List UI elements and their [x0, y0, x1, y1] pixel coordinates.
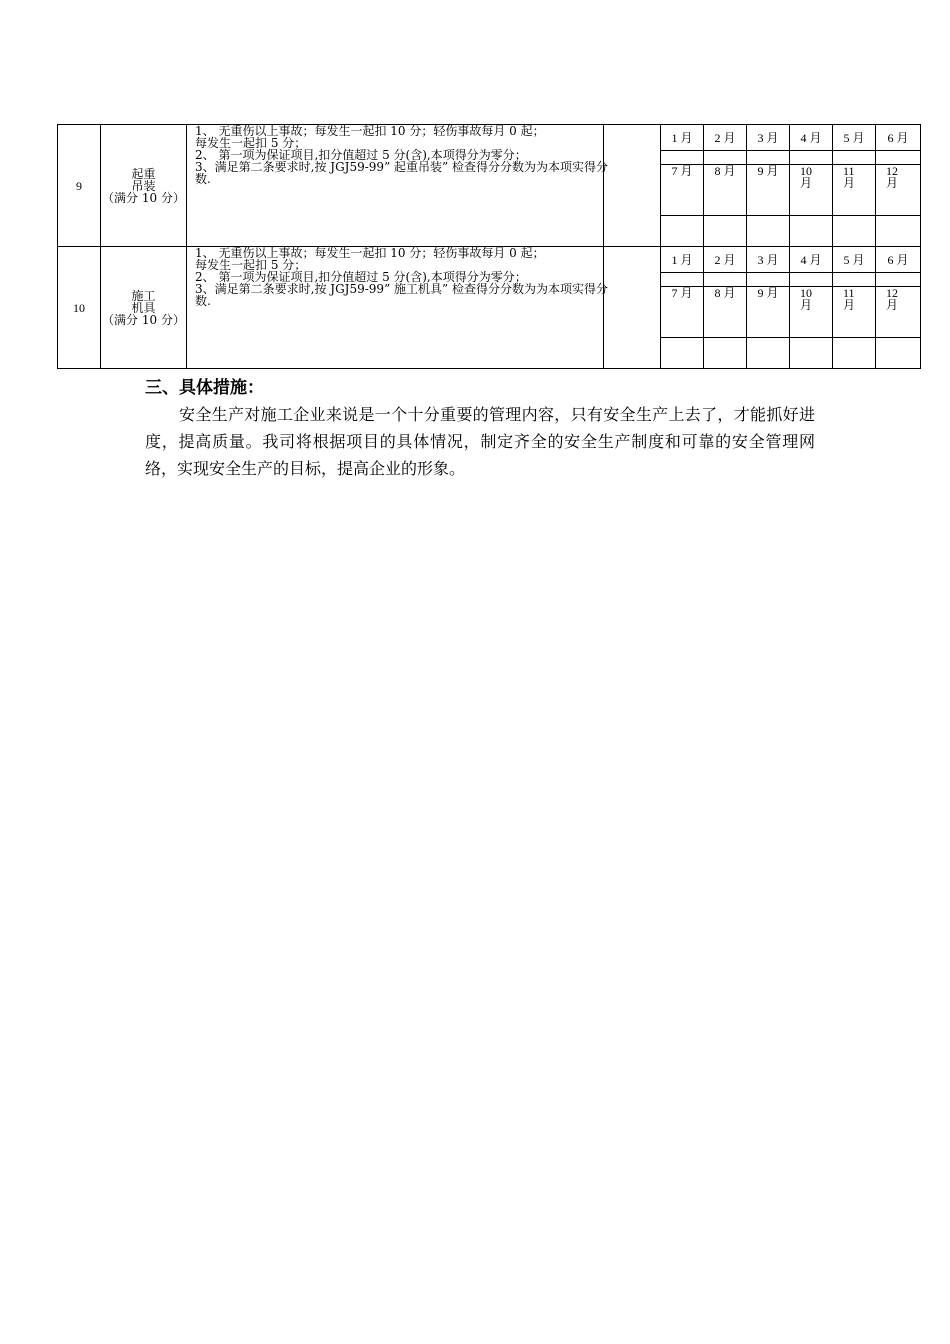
item-name-line: 起重 [131, 166, 156, 181]
scoring-rules [187, 246, 608, 369]
month-header: 3 月 [747, 247, 790, 273]
month-number: 10 [800, 164, 812, 178]
month-number: 12 [886, 164, 898, 178]
month-value-cell [790, 338, 833, 369]
item-name-line: 机具 [131, 300, 156, 315]
month-value-cell [704, 273, 747, 287]
month-header: 2 月 [704, 247, 747, 273]
month-header: 9 月 [747, 287, 790, 338]
month-number: 12 [886, 286, 898, 300]
scoring-rules [187, 124, 608, 247]
month-unit: 月 [886, 298, 899, 312]
section-paragraph: 安全生产对施工企业来说是一个十分重要的管理内容，只有安全生产上去了，才能抓好进度，提高质量。我司将根据项目的具体情况，制定齐全的安全生产制度和可靠的安全管理网络，实现安全生产的目标，提高企业的形象。 [145, 405, 815, 478]
month-header: 9 月 [747, 165, 790, 216]
month-value-cell [661, 273, 704, 287]
month-header [876, 165, 921, 216]
month-value-cell [747, 216, 790, 247]
table-row [58, 247, 921, 273]
month-header: 6 月 [876, 125, 921, 151]
item-name [101, 247, 187, 369]
month-value-cell [833, 338, 876, 369]
month-header: 7 月 [661, 287, 704, 338]
month-header: 5 月 [833, 125, 876, 151]
month-header [790, 165, 833, 216]
item-name-line: （满分 10 分） [102, 312, 185, 327]
month-header: 1 月 [661, 125, 704, 151]
rule-line: 数. [195, 172, 211, 186]
month-header [833, 165, 876, 216]
month-value-cell [704, 151, 747, 165]
item-name-line: 吊装 [131, 178, 156, 193]
safety-score-table [57, 124, 921, 369]
table-row [58, 125, 921, 151]
month-value-cell [661, 216, 704, 247]
month-header: 4 月 [790, 247, 833, 273]
month-value-cell [833, 216, 876, 247]
month-number: 11 [843, 286, 855, 300]
month-unit: 月 [800, 176, 813, 190]
month-header: 6 月 [876, 247, 921, 273]
rule-line: 每发生一起扣 5 分； [195, 136, 307, 150]
rule-line: 3、满足第二条要求时,按 JGJ59-99” 起重吊装” 检查得分分数为为本项实得分 [195, 160, 608, 174]
month-value-cell [833, 151, 876, 165]
month-header: 8 月 [704, 287, 747, 338]
month-header: 4 月 [790, 125, 833, 151]
item-name [101, 125, 187, 247]
section-heading: 三、具体措施： [145, 378, 264, 398]
rule-line: 2、 第一项为保证项目,扣分值超过 5 分(含),本项得分为零分； [195, 148, 527, 162]
score-cell [604, 125, 661, 247]
month-unit: 月 [843, 298, 856, 312]
month-value-cell [661, 338, 704, 369]
month-value-cell [833, 273, 876, 287]
month-header: 3 月 [747, 125, 790, 151]
item-name-line: 施工 [131, 288, 156, 303]
item-number: 10 [58, 247, 101, 369]
rule-line: 每发生一起扣 5 分； [195, 258, 307, 272]
month-header [790, 287, 833, 338]
item-name-line: （满分 10 分） [102, 190, 185, 205]
rule-line: 3、满足第二条要求时,按 JGJ59-99” 施工机具” 检查得分分数为为本项实得分 [195, 282, 608, 296]
month-value-cell [747, 338, 790, 369]
score-cell [604, 247, 661, 369]
month-value-cell [790, 151, 833, 165]
rule-line: 2、 第一项为保证项目,扣分值超过 5 分(含),本项得分为零分； [195, 270, 527, 284]
month-header: 2 月 [704, 125, 747, 151]
month-number: 11 [843, 164, 855, 178]
month-value-cell [876, 216, 921, 247]
month-value-cell [747, 151, 790, 165]
month-value-cell [790, 273, 833, 287]
rule-line: 数. [195, 294, 211, 308]
month-header: 7 月 [661, 165, 704, 216]
month-header [833, 287, 876, 338]
month-unit: 月 [886, 176, 899, 190]
item-number: 9 [58, 125, 101, 247]
month-value-cell [876, 273, 921, 287]
rule-line: 1、 无重伤以上事故；每发生一起扣 10 分；轻伤事故每月 0 起； [195, 246, 545, 260]
month-value-cell [876, 151, 921, 165]
measures-section [145, 375, 815, 482]
month-value-cell [790, 216, 833, 247]
month-header: 1 月 [661, 247, 704, 273]
month-value-cell [704, 338, 747, 369]
month-unit: 月 [843, 176, 856, 190]
month-unit: 月 [800, 298, 813, 312]
month-header: 5 月 [833, 247, 876, 273]
month-header: 8 月 [704, 165, 747, 216]
month-value-cell [747, 273, 790, 287]
month-value-cell [704, 216, 747, 247]
rule-line: 1、 无重伤以上事故；每发生一起扣 10 分；轻伤事故每月 0 起； [195, 124, 545, 138]
month-header [876, 287, 921, 338]
month-value-cell [876, 338, 921, 369]
month-value-cell [661, 151, 704, 165]
month-number: 10 [800, 286, 812, 300]
